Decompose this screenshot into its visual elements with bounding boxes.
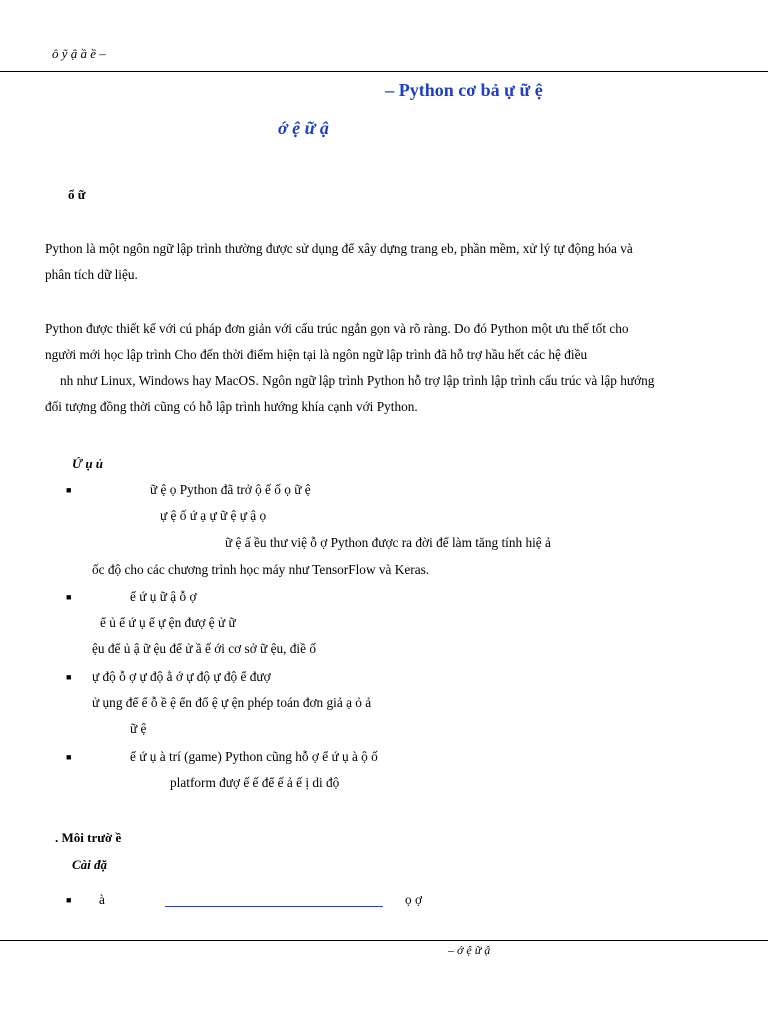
- bullet-marker: ■: [66, 895, 72, 905]
- bullet2-line1: ể ứ ụ ữ ậ ỗ ợ: [130, 589, 197, 604]
- section-heading-3: . Môi trườ ề: [55, 830, 122, 845]
- footer-rule: [0, 940, 768, 941]
- para2-line3: nh như Linux, Windows hay MacOS. Ngôn ngữ lập trình Python hỗ trợ lập trình lập trình cấu trúc và lập hướng: [60, 373, 655, 388]
- bullet4-line1: ể ứ ụ à trí (game) Python cũng hỗ ợ ể ứ ụ à ộ ố: [130, 749, 378, 764]
- bullet2-line3: ệu để ủ ậ ữ ệu để ử ầ ế ới cơ sở ữ ệu, điề ố: [92, 641, 316, 656]
- section-heading-1: ổ ữ: [68, 187, 86, 202]
- bullet-marker: ■: [66, 485, 72, 495]
- doc-title-line2: ớ ệ ữ ậ: [278, 118, 329, 138]
- para1-line1: Python là một ngôn ngữ lập trình thường được sử dụng để xây dựng trang eb, phần mềm, xử lý tự động hóa và: [45, 241, 633, 256]
- download-link-underline[interactable]: [165, 906, 383, 907]
- para2-line2: người mới học lập trình Cho đến thời điểm hiện tại là ngôn ngữ lập trình đã hỗ trợ hầu hết các hệ điều: [45, 347, 588, 362]
- bullet2-line2: ể ủ ể ứ ụ ể ự ện đượ ệ ử ữ: [100, 615, 236, 630]
- bullet3-line1: ự độ ỗ ợ ự độ ằ ớ ự độ ự độ ể đượ: [92, 669, 271, 684]
- bullet-marker: ■: [66, 672, 72, 682]
- bullet1-line2: ự ệ ố ứ ạ ự ữ ệ ự ậ ọ: [160, 508, 267, 523]
- bullet-marker: ■: [66, 592, 72, 602]
- para2-line1: Python được thiết kế với cú pháp đơn giản với cấu trúc ngắn gọn và rõ ràng. Do đó Python một ưu thế tốt cho: [45, 321, 629, 336]
- sub-heading-install: Cài đặ: [72, 857, 108, 872]
- bullet1-line1: ữ ệ ọ Python đã trở ộ ế ố ọ ữ ệ: [150, 482, 311, 497]
- bullet4-line2: platform đượ ế ế để ế ả ế ị di độ: [170, 775, 340, 790]
- bullet1-line4: ốc độ cho các chương trình học máy như TensorFlow và Keras.: [92, 562, 430, 577]
- install-text-b: ọ ợ: [405, 892, 423, 907]
- section-heading-2: Ứ ụ ủ: [72, 456, 104, 471]
- install-text-a: à: [99, 892, 105, 907]
- bullet1-line3: ữ ệ ấ ều thư việ ỗ ợ Python được ra đời để làm tăng tính hiệ ả: [225, 535, 551, 550]
- bullet-marker: ■: [66, 752, 72, 762]
- page-header: ô ỹ ậ ầ ề –: [52, 46, 106, 61]
- para1-line2: phân tích dữ liệu.: [45, 267, 138, 282]
- para2-line4: đối tượng đồng thời cũng có hỗ lập trình hướng khía cạnh với Python.: [45, 399, 418, 414]
- page-footer: – ớ ệ ữ ậ: [448, 943, 491, 957]
- bullet3-line3: ữ ệ: [130, 721, 147, 736]
- doc-title-line1: – Python cơ bả ự ữ ệ: [385, 80, 543, 100]
- header-rule: [0, 71, 768, 72]
- bullet3-line2: ử ụng để ể ỗ ề ệ ển đổ ệ ự ện phép toán đơn giả ạ ỏ ả: [92, 695, 372, 710]
